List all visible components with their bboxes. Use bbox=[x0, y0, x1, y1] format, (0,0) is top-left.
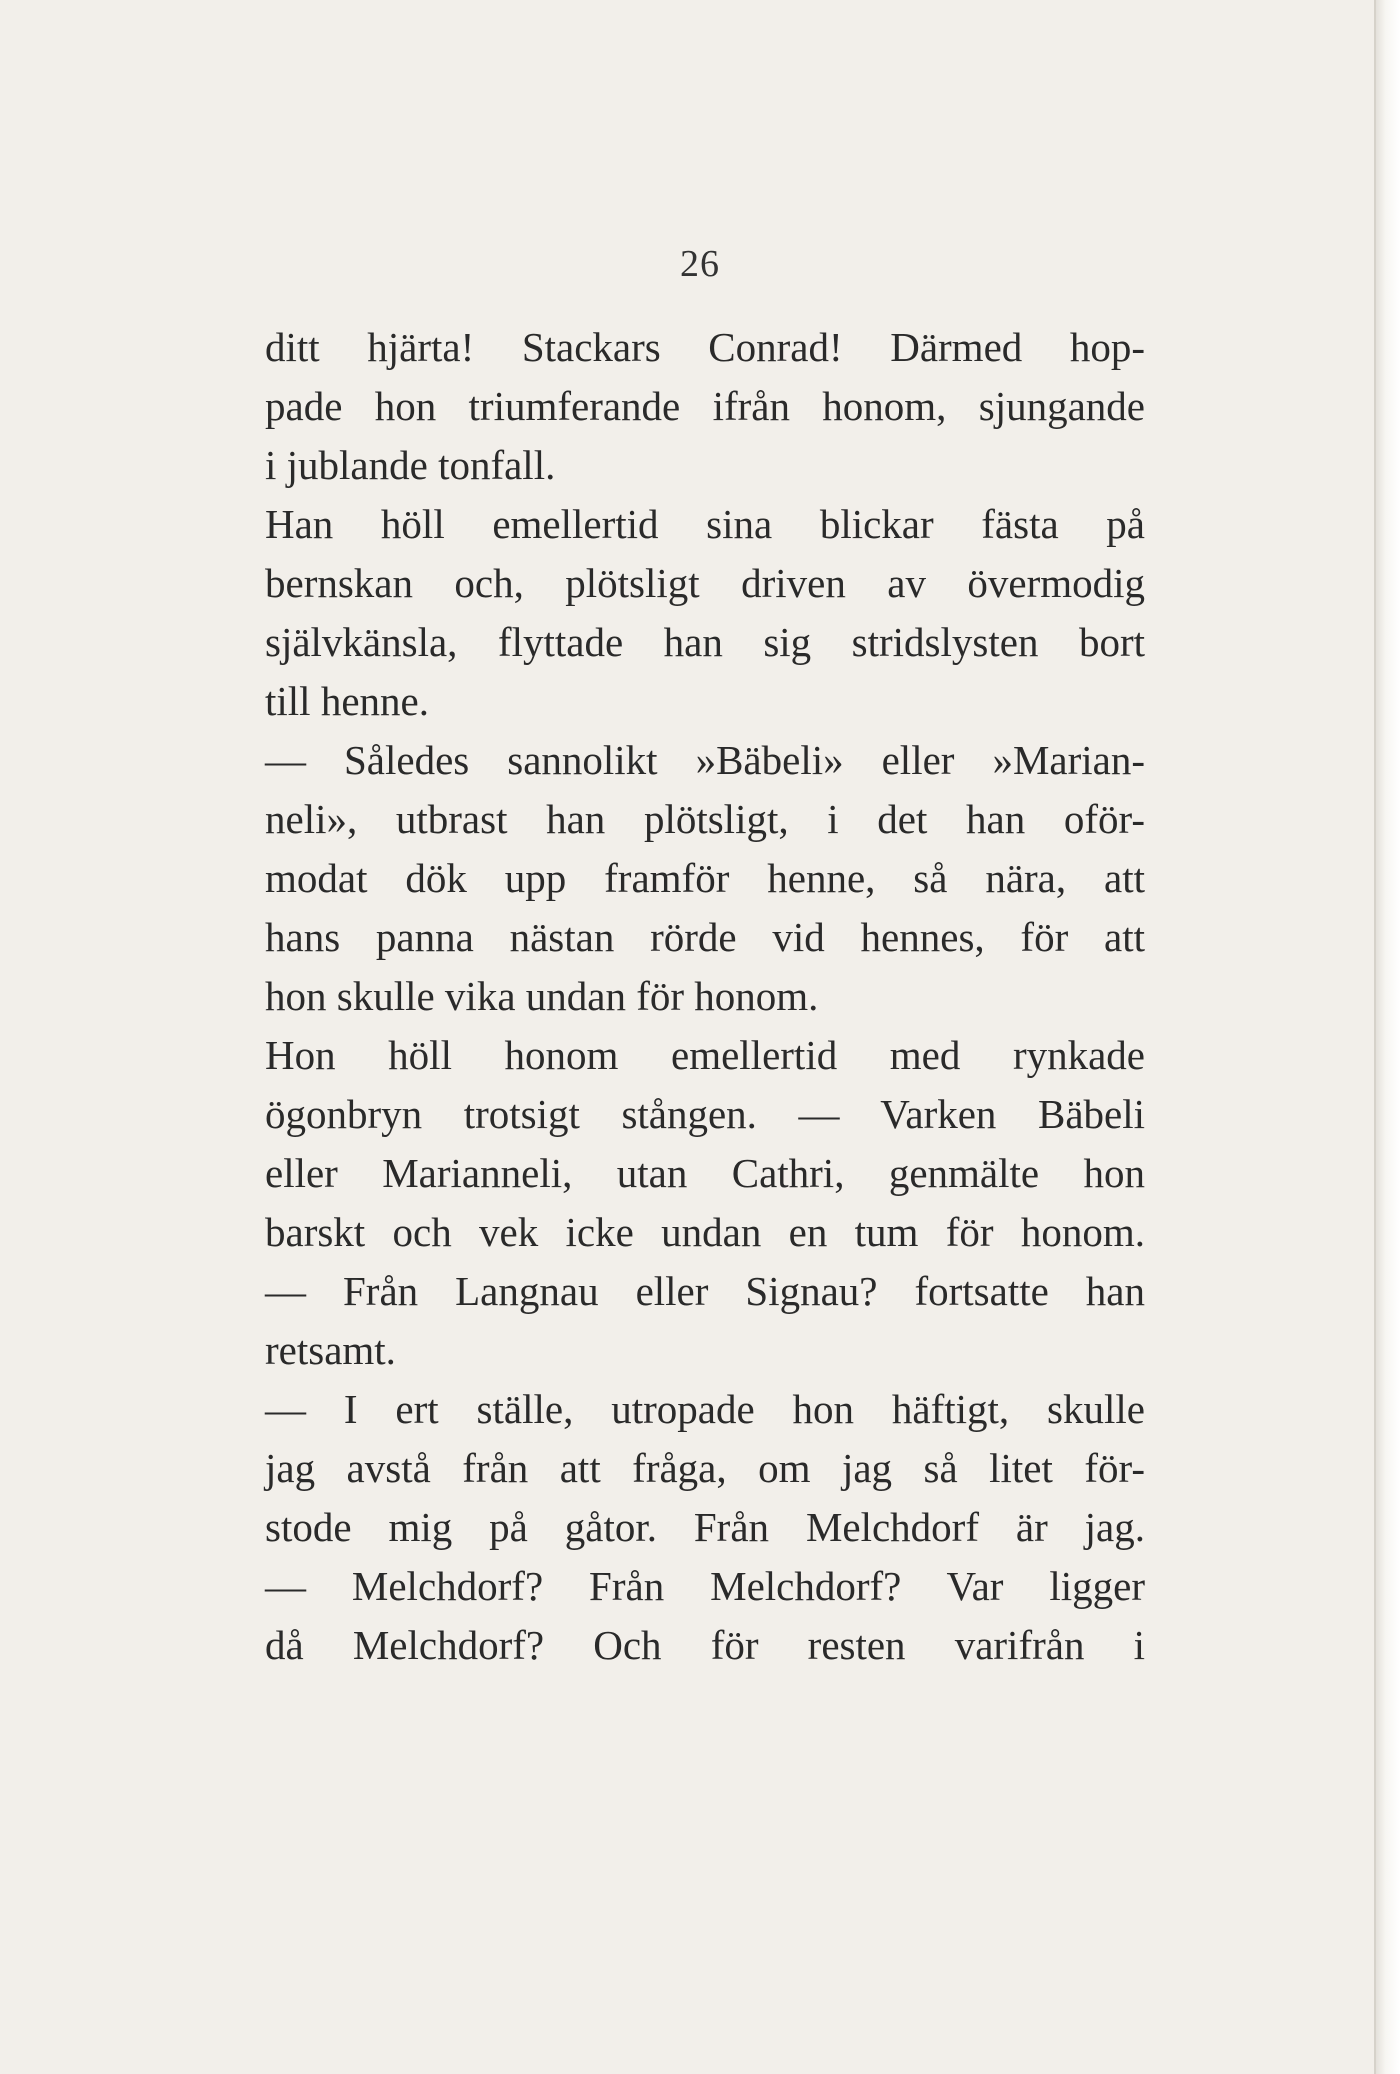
text-line: hon skulle vika undan för honom. bbox=[265, 973, 819, 1019]
text-line: — I ert ställe, utropade hon häftigt, skulle bbox=[265, 1386, 1145, 1432]
text-line: ditt hjärta! Stackars Conrad! Därmed hop- bbox=[265, 324, 1145, 370]
paragraph bbox=[265, 495, 1145, 731]
text-line: modat dök upp framför henne, så nära, att bbox=[265, 855, 1145, 901]
text-line: neli», utbrast han plötsligt, i det han oför- bbox=[265, 796, 1145, 842]
text-line: till henne. bbox=[265, 678, 429, 724]
text-line: jag avstå från att fråga, om jag så litet för- bbox=[265, 1445, 1145, 1491]
text-line: Han höll emellertid sina blickar fästa på bbox=[265, 501, 1145, 547]
text-line: eller Marianneli, utan Cathri, genmälte hon bbox=[265, 1150, 1145, 1196]
paragraph bbox=[265, 1026, 1145, 1262]
paragraph bbox=[265, 1557, 1145, 1675]
text-line: retsamt. bbox=[265, 1327, 396, 1373]
body-text bbox=[265, 318, 1145, 1675]
text-line: då Melchdorf? Och för resten varifrån i bbox=[265, 1622, 1145, 1668]
text-line: Hon höll honom emellertid med rynkade bbox=[265, 1032, 1145, 1078]
text-line: bernskan och, plötsligt driven av övermodig bbox=[265, 560, 1145, 606]
text-line: ögonbryn trotsigt stången. — Varken Bäbeli bbox=[265, 1091, 1145, 1137]
text-line: barskt och vek icke undan en tum för honom. bbox=[265, 1209, 1145, 1255]
text-line: stode mig på gåtor. Från Melchdorf är jag. bbox=[265, 1504, 1145, 1550]
text-line: — Melchdorf? Från Melchdorf? Var ligger bbox=[265, 1563, 1145, 1609]
text-line: pade hon triumferande ifrån honom, sjungande bbox=[265, 383, 1145, 429]
paragraph bbox=[265, 1262, 1145, 1380]
text-line: självkänsla, flyttade han sig stridslysten bort bbox=[265, 619, 1145, 665]
text-line: hans panna nästan rörde vid hennes, för att bbox=[265, 914, 1145, 960]
paragraph bbox=[265, 731, 1145, 1026]
paragraph bbox=[265, 318, 1145, 495]
page-edge bbox=[1374, 0, 1400, 2074]
paragraph bbox=[265, 1380, 1145, 1557]
text-line: i jublande tonfall. bbox=[265, 442, 556, 488]
text-line: — Från Langnau eller Signau? fortsatte han bbox=[265, 1268, 1145, 1314]
page-number: 26 bbox=[680, 243, 720, 285]
text-line: — Således sannolikt »Bäbeli» eller »Marian- bbox=[265, 737, 1145, 783]
